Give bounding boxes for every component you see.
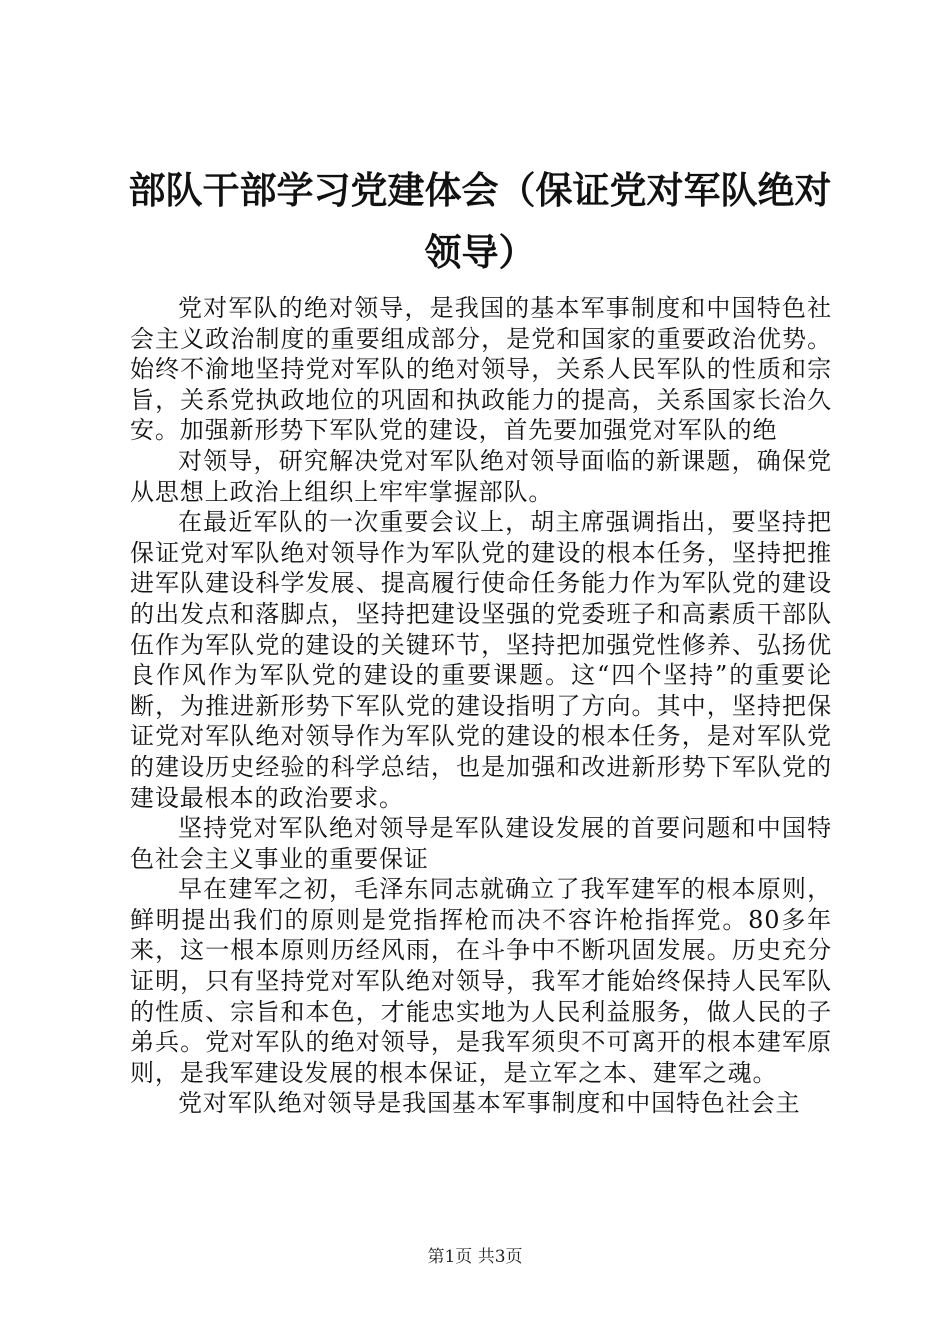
page-number-footer: 第1页 共3页 bbox=[427, 1247, 523, 1267]
section-heading-paragraph: 坚持党对军队绝对领导是军队建设发展的首要问题和中国特色社会主义事业的重要保证 bbox=[130, 814, 832, 873]
paragraph: 在最近军队的一次重要会议上，胡主席强调指出，要坚持把保证党对军队绝对领导作为军队党的建设的根本任务，坚持把推进军队建设科学发展、提高履行使命任务能力作为军队党的建设的出发点和落脚点，坚持把建设坚强的党委班子和高素质干部队伍作为军队党的建设的关键环节，坚持把加强党性修养、弘扬优良作风作为军队党的建设的重要课题。这“四个坚持”的重要论断，为推进新形势下军队党的建设指明了方向。其中，坚持把保证党对军队绝对领导作为军队党的建设的根本任务，是对军队党的建设历史经验的科学总结，也是加强和改进新形势下军队党的建设最根本的政治要求。 bbox=[130, 508, 832, 812]
document-title: 部队干部学习党建体会（保证党对军队绝对领导） bbox=[128, 169, 832, 274]
document-body bbox=[130, 293, 832, 1119]
paragraph: 党对军队的绝对领导，是我国的基本军事制度和中国特色社会主义政治制度的重要组成部分，是党和国家的重要政治优势。始终不渝地坚持党对军队的绝对领导，关系人民军队的性质和宗旨，关系党执政地位的巩固和执政能力的提高，关系国家长治久安。加强新形势下军队党的建设，首先要加强党对军队的绝 bbox=[130, 294, 832, 445]
paragraph: 党对军队绝对领导是我国基本军事制度和中国特色社会主 bbox=[178, 1089, 801, 1118]
paragraph: 对领导，研究解决党对军队绝对领导面临的新课题，确保党从思想上政治上组织上牢牢掌握部队。 bbox=[130, 446, 832, 506]
paragraph: 早在建军之初，毛泽东同志就确立了我军建军的根本原则，鲜明提出我们的原则是党指挥枪而决不容许枪指挥党。80多年来，这一根本原则历经风雨，在斗争中不断巩固发展。历史充分证明，只有坚持党对军队绝对领导，我军才能始终保持人民军队的性质、宗旨和本色，才能忠实地为人民利益服务，做人民的子弟兵。党对军队的绝对领导，是我军须臾不可离开的根本建军原则，是我军建设发展的根本保证，是立军之本、建军之魂。 bbox=[130, 875, 832, 1087]
